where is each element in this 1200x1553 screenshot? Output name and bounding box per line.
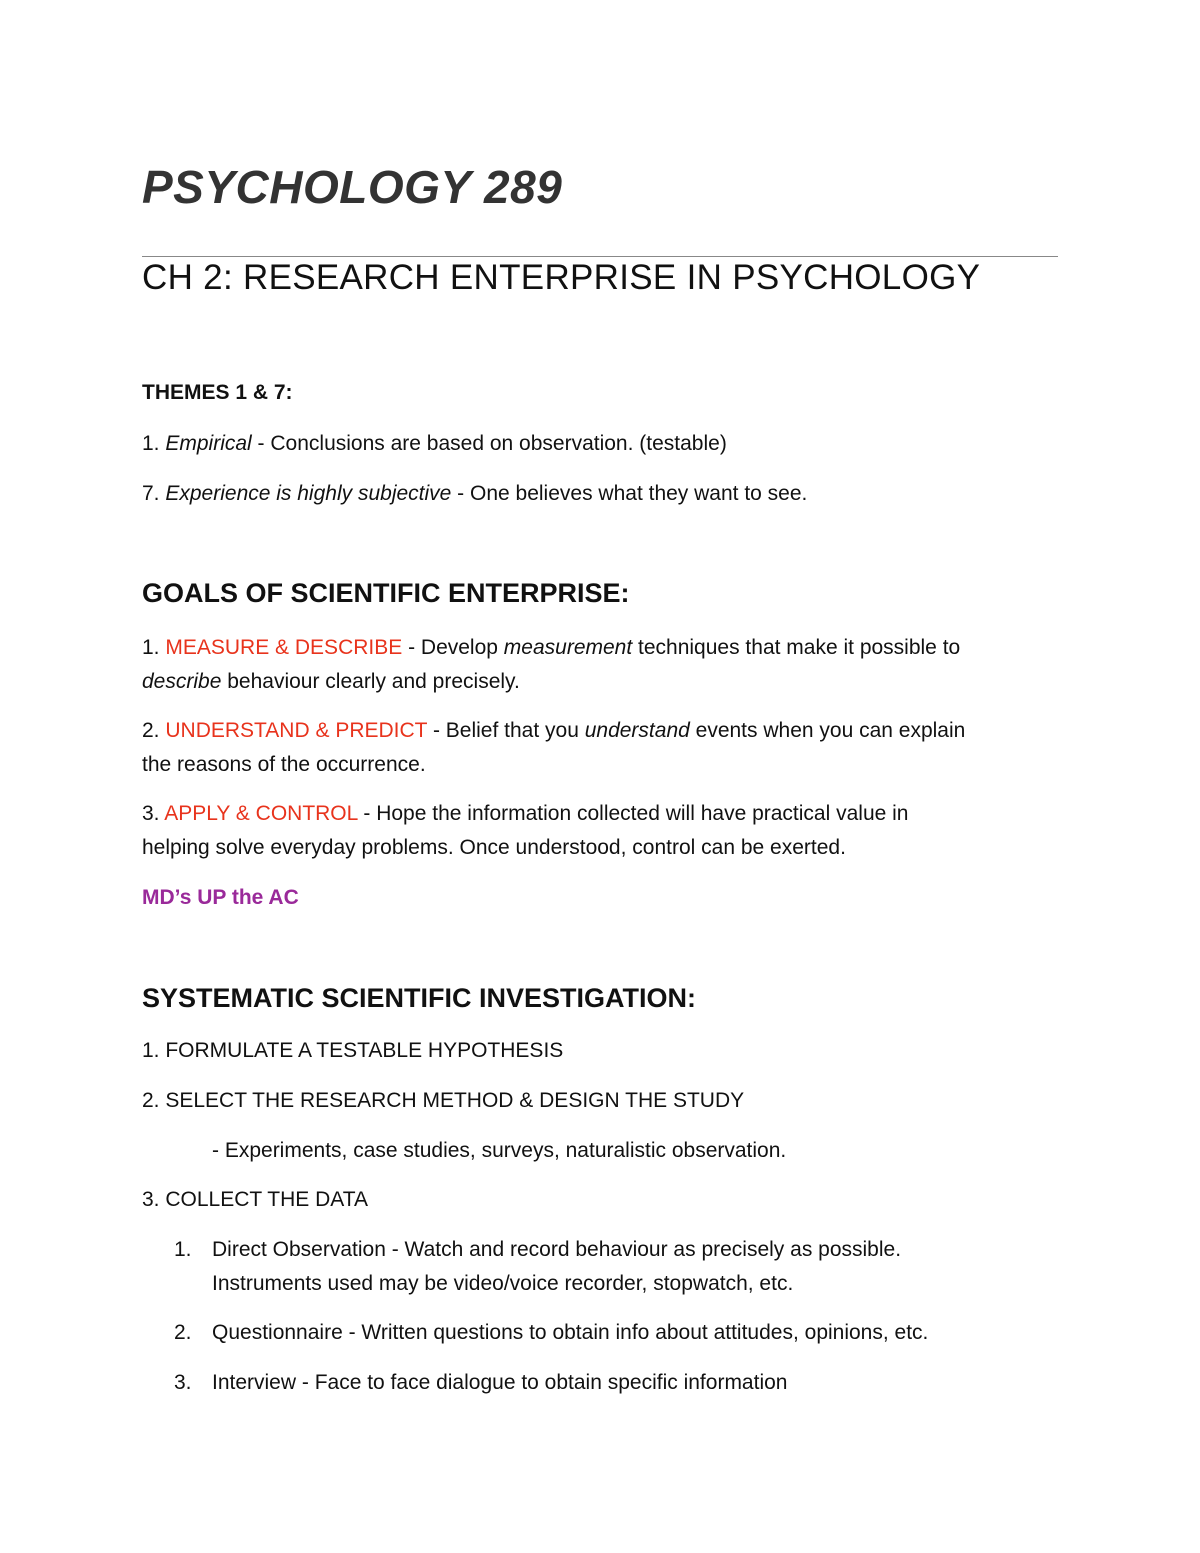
theme-item-1: [142, 427, 727, 461]
theme-description: - Conclusions are based on observation. (testable): [251, 432, 727, 455]
sub-list-number: 2.: [174, 1321, 192, 1344]
goal-text: techniques that make it possible to: [632, 636, 961, 659]
goal-text: behaviour clearly and precisely.: [221, 670, 520, 693]
goal-1-line-2: [142, 665, 520, 699]
step-2-note: - Experiments, case studies, surveys, naturalistic observation.: [212, 1139, 787, 1162]
goal-text: - Belief that you: [427, 719, 585, 742]
goal-number: 1.: [142, 636, 160, 659]
chapter-heading: CH 2: RESEARCH ENTERPRISE IN PSYCHOLOGY: [142, 258, 981, 297]
systematic-heading: SYSTEMATIC SCIENTIFIC INVESTIGATION:: [142, 983, 697, 1013]
step-1: 1. FORMULATE A TESTABLE HYPOTHESIS: [142, 1039, 564, 1062]
goal-text: - Hope the information collected will have practical value in: [357, 802, 909, 825]
theme-number: 1.: [142, 432, 160, 455]
sub-list-text: Direct Observation - Watch and record behaviour as precisely as possible.: [212, 1238, 902, 1261]
sub-list-number: 1.: [174, 1238, 192, 1261]
sub-list-number: 3.: [174, 1371, 192, 1394]
sub-list-item: [174, 1366, 787, 1400]
goals-heading: GOALS OF SCIENTIFIC ENTERPRISE:: [142, 578, 630, 608]
goal-emphasis: measurement: [503, 636, 633, 659]
goal-1-line-1: [142, 631, 960, 665]
goal-text: events when you can explain: [689, 719, 966, 742]
themes-heading: THEMES 1 & 7:: [142, 381, 293, 404]
theme-term: Experience is highly subjective: [165, 482, 452, 505]
goal-number: 2.: [142, 719, 160, 742]
step-2: 2. SELECT THE RESEARCH METHOD & DESIGN THE STUDY: [142, 1089, 745, 1112]
goal-emphasis: describe: [142, 670, 222, 693]
theme-number: 7.: [142, 482, 160, 505]
theme-description: - One believes what they want to see.: [451, 482, 808, 505]
sub-list-item: [174, 1316, 928, 1350]
goal-3-line-1: [142, 797, 909, 831]
goal-label: UNDERSTAND & PREDICT: [165, 719, 428, 742]
sub-list-continuation: Instruments used may be video/voice recorder, stopwatch, etc.: [212, 1272, 794, 1295]
title-divider: [142, 256, 1058, 257]
document-title: PSYCHOLOGY 289: [142, 161, 563, 213]
theme-item-7: [142, 477, 807, 511]
goal-label: MEASURE & DESCRIBE: [165, 636, 403, 659]
goal-label: APPLY & CONTROL: [164, 802, 358, 825]
goal-2-line-2: the reasons of the occurrence.: [142, 753, 426, 776]
goal-emphasis: understand: [584, 719, 690, 742]
theme-term: Empirical: [165, 432, 252, 455]
goal-2-line-1: [142, 714, 965, 748]
sub-list-text: Interview - Face to face dialogue to obtain specific information: [212, 1371, 788, 1394]
step-3: 3. COLLECT THE DATA: [142, 1188, 369, 1211]
mnemonic: MD’s UP the AC: [142, 886, 299, 909]
sub-list-text: Questionnaire - Written questions to obtain info about attitudes, opinions, etc.: [212, 1321, 929, 1344]
sub-list-item: [174, 1233, 901, 1267]
goal-text: - Develop: [402, 636, 504, 659]
goal-number: 3.: [142, 802, 160, 825]
goal-3-line-2: helping solve everyday problems. Once understood, control can be exerted.: [142, 836, 846, 859]
